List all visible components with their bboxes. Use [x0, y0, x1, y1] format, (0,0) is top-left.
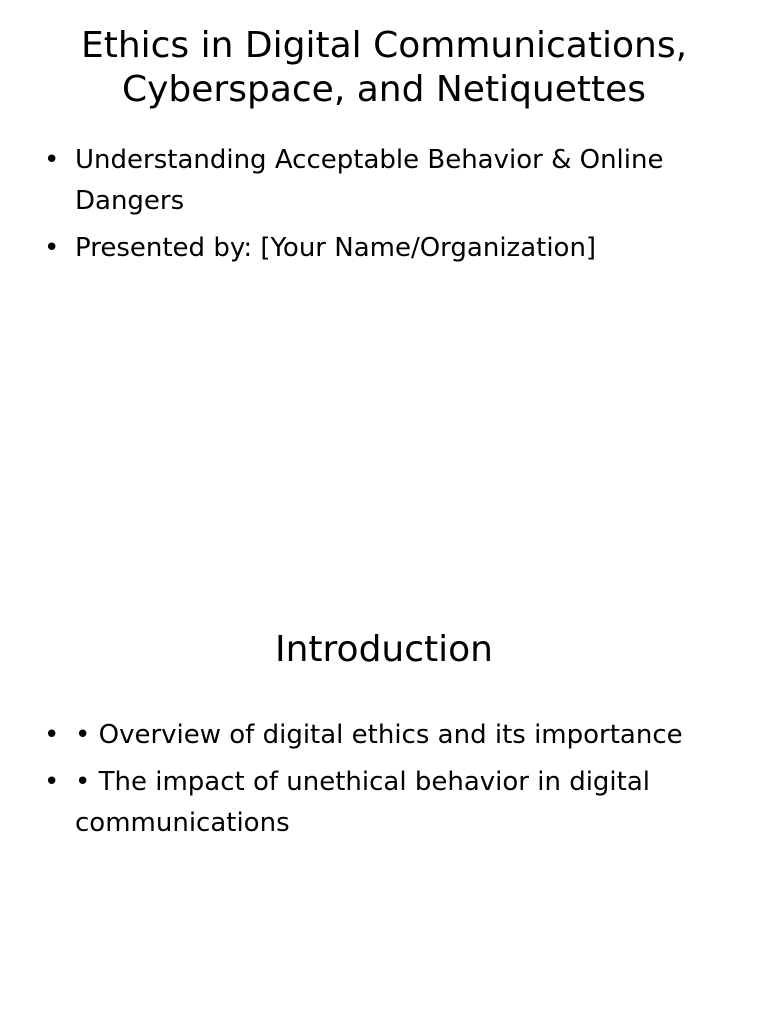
bullet-icon: •: [44, 720, 60, 750]
bullet-item-impact: [40, 762, 728, 844]
bullet-list: [40, 715, 728, 850]
slide-title: Introduction: [274, 629, 493, 670]
bullet-item-subtitle: [40, 140, 728, 222]
introduction-slide: [0, 576, 768, 1024]
bullet-list: [40, 140, 728, 275]
bullet-text: • Overview of digital ethics and its importance: [75, 720, 683, 750]
bullet-icon: •: [44, 767, 60, 797]
slide-title: Ethics in Digital Communications, Cyberspace, and Netiquettes: [80, 25, 688, 110]
bullet-text: • The impact of unethical behavior in digital communications: [75, 767, 651, 838]
bullet-text: Understanding Acceptable Behavior & Online Dangers: [75, 145, 664, 216]
bullet-icon: •: [44, 145, 60, 175]
bullet-item-overview: [40, 715, 728, 756]
bullet-text: Presented by: [Your Name/Organization]: [75, 233, 597, 263]
bullet-item-presenter: [40, 228, 728, 269]
bullet-icon: •: [44, 233, 60, 263]
